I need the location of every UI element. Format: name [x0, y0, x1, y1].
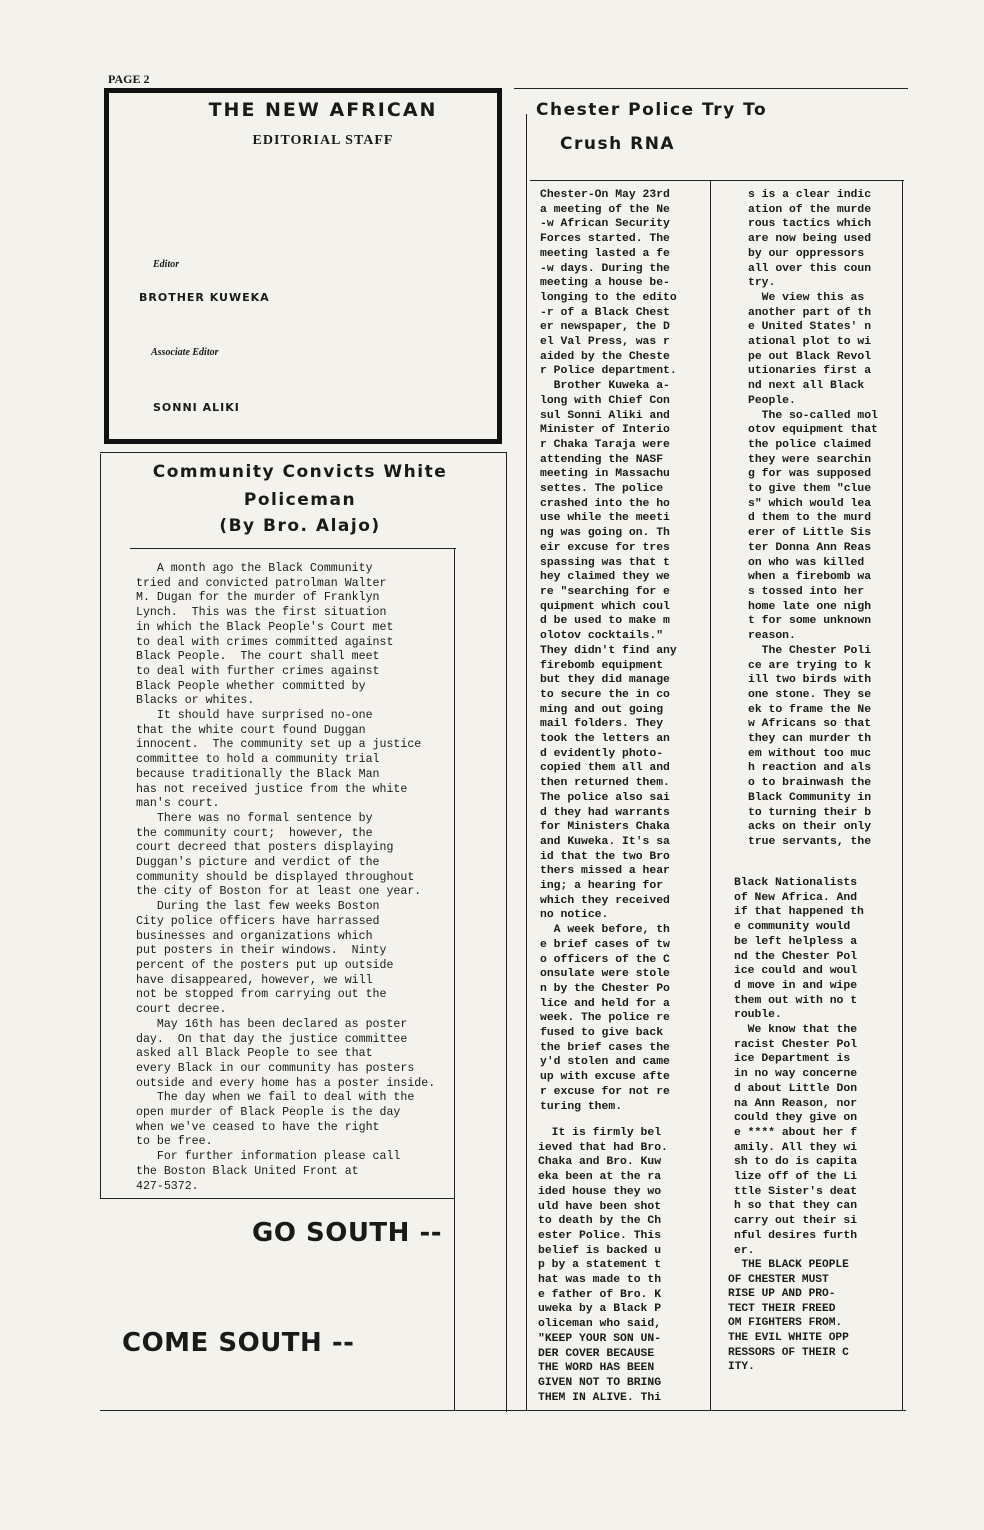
right-top-rule [514, 88, 908, 89]
promo-top-rule [100, 1198, 454, 1199]
associate-editor-label: Associate Editor [151, 347, 219, 358]
article-box-right-rule [454, 548, 455, 1410]
community-article-body: A month ago the Black Community tried and convicted patrolman Walter M. Dugan for the murder of Franklyn Lynch. This was the first situation in which the Black People's Court met to deal with crimes committed against Black People. The court shall meet to deal with further crimes against Black People whether committed by Blacks or whites. It should have surprised no-one that the white court found Duggan innocent. The community set up a justice committee to hold a community trial because traditionally the Black Man has not received justice from the white man's court. There was no formal sentence by the community court; however, the court decreed that posters displaying Duggan's picture and verdict of the community should be displayed throughout the city of Boston for at least one year. During the last few weeks Boston City police officers have harrassed businesses and organizations which put posters in their windows. Ninty percent of the posters put up outside have disappeared, however, we will not be stopped from carrying out the court decree. May 16th has been declared as poster day. On that day the justice committee asked all Black People to see that every Black in our community has posters outside and every home has a poster inside. The day when we fail to deal with the open murder of Black People is the day when we've ceased to have the right to be free. For further information please call the Boston Black United Front at 427-5372. [136, 562, 436, 1193]
masthead-subtitle: EDITORIAL STAFF [252, 133, 394, 148]
page-number: PAGE 2 [108, 72, 150, 86]
chester-article-headline-2: Crush RNA [560, 134, 676, 154]
masthead-title: THE NEW AFRICAN [208, 99, 438, 121]
associate-editor-name: SONNI ALIKI [153, 401, 240, 414]
promo-go-south: GO SOUTH -- [252, 1218, 443, 1248]
community-article-headline-2: Policeman [243, 490, 357, 510]
chester-article-headline-1: Chester Police Try To [536, 100, 768, 120]
chester-article-col2-continued: Black Nationalists of New Africa. And if that happened th e community would be left helpless a nd the Chester Pol ice could and woul d move in and wipe them out with no t rouble. We know that the racist Chester Pol ice Department is in no way concerne d about Little Don na Ann Reason, nor could they give on e **** about her f amily. All they wi sh to do is capita lize off of the Li ttle Sister's deat h so that they can carry out their si nful desires furth er. [734, 877, 864, 1257]
chester-article-callout: THE BLACK PEOPLE OF CHESTER MUST RISE UP AND PRO- TECT THEIR FREED OM FIGHTERS FROM. THE EVIL WHITE OPP RESSORS OF THEIR C ITY. [728, 1259, 849, 1374]
promo-come-south: COME SOUTH -- [122, 1328, 355, 1358]
community-article-headline-1: Community Convicts White [152, 462, 448, 482]
chester-article-col2: s is a clear indic ation of the murde rous tactics which are now being used by our oppressors all over this coun try. We view this as another part of th e United States' n ational plot to wi pe out Black Revol utionaries first a nd next all Black People. The so-called mol otov equipment that the police claimed they were searchin g for was supposed to give them "clue s" which would lea d them to the murd erer of Little Sis ter Donna Ann Reas on who was killed when a firebomb wa s tossed into her home late one nigh t for some unknown reason. The Chester Poli ce are trying to k ill two birds with one stone. They se ek to frame the Ne w Africans so that they can murder th em without too muc h reaction and als o to brainwash the Black Community in to turning their b acks on their only true servants, the [748, 189, 878, 848]
left-column-top-rule [100, 452, 506, 453]
right-inner-divider-rule [710, 180, 711, 1410]
right-column-left-rule [526, 114, 527, 1410]
right-column-right-rule [902, 180, 903, 1410]
right-article-top-rule [530, 180, 904, 181]
page-bottom-rule [100, 1410, 906, 1411]
editor-label: Editor [153, 259, 180, 270]
chester-article-col1-continued: It is firmly bel ieved that had Bro. Chaka and Bro. Kuw eka been at the ra ided house they wo uld have been shot to death by the Ch ester Police. This belief is backed u p by a statement t hat was made to th e father of Bro. K uweka by a Black P oliceman who said, "KEEP YOUR SON UN- DER COVER BECAUSE THE WORD HAS BEEN GIVEN NOT TO BRING THEM IN ALIVE. Thi [538, 1127, 668, 1404]
column-divider-rule [506, 452, 507, 1412]
community-article-byline: (By Bro. Alajo) [219, 516, 381, 536]
chester-article-col1: Chester-On May 23rd a meeting of the Ne -w African Security Forces started. The meeting lasted a fe -w days. During the meeting a house be- longing to the edito -r of a Black Chest er newspaper, the D el Val Press, was r aided by the Cheste r Police department. Brother Kuweka a- long with Chief Con sul Sonni Aliki and Minister of Interio r Chaka Taraja were attending the NASF meeting in Massachu settes. The police crashed into the ho use while the meeti ng was going on. Th eir excuse for tres spassing was that t hey claimed they we re "searching for e quipment which coul d be used to make m olotov cocktails." They didn't find any firebomb equipment but they did manage to secure the in co ming and out going mail folders. They took the letters an d evidently photo- copied them all and then returned them. The police also sai d they had warrants for Ministers Chaka and Kuweka. It's sa id that the two Bro thers missed a hear ing; a hearing for which they received no notice. A week before, th e brief cases of tw o officers of the C onsulate were stole n by the Chester Po lice and held for a week. The police re fused to give back the brief cases the y'd stolen and came up with excuse afte r excuse for not re turing them. [540, 189, 677, 1113]
left-column-left-rule [100, 454, 101, 1198]
article-box-top-rule [130, 548, 456, 549]
editorial-staff-box [104, 88, 502, 444]
editor-name: BROTHER KUWEKA [139, 291, 270, 304]
